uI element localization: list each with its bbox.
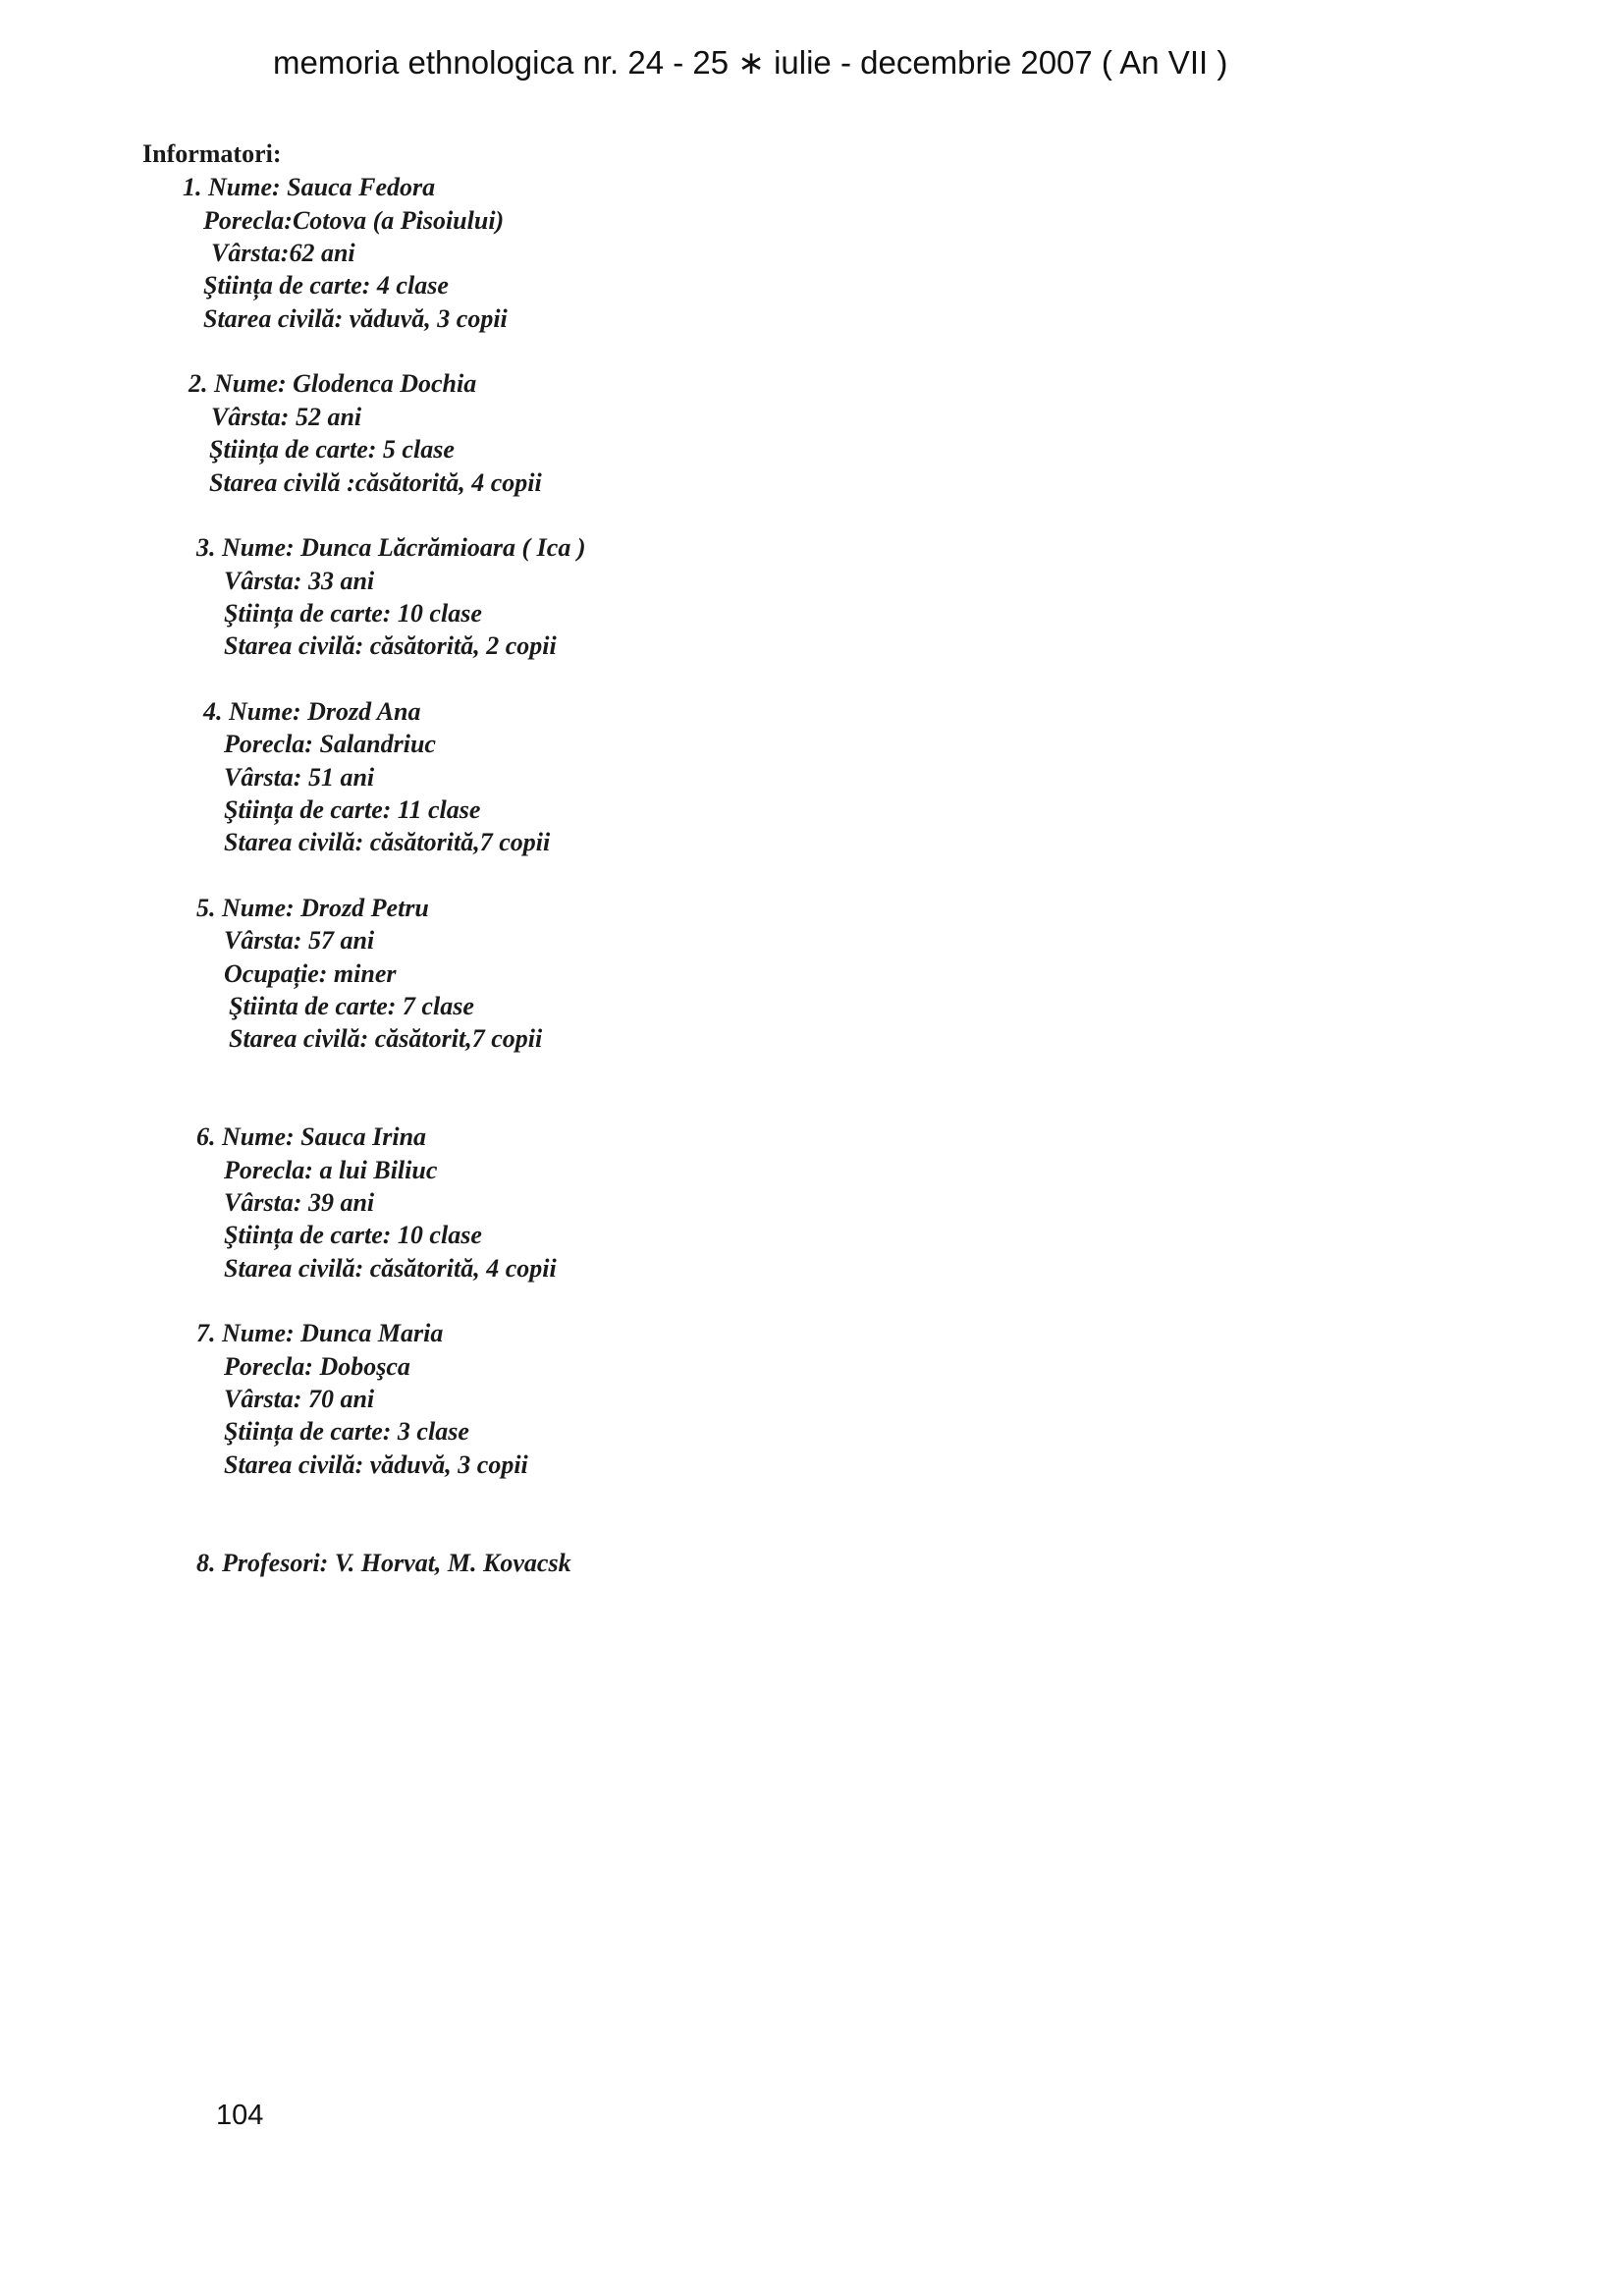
page-number: 104	[216, 2100, 264, 2131]
informant-7-age: Vârsta: 70 ani	[224, 1385, 375, 1413]
informant-6-marital-status: Starea civilă: căsătorită, 4 copii	[224, 1254, 557, 1283]
informant-2-age: Vârsta: 52 ani	[211, 403, 362, 431]
informant-5-age: Vârsta: 57 ani	[224, 926, 375, 955]
running-header: memoria ethnologica nr. 24 - 25 ∗ iulie - decembrie 2007 ( An VII )	[273, 44, 1228, 81]
informant-6-age: Vârsta: 39 ani	[224, 1188, 375, 1217]
informant-4-age: Vârsta: 51 ani	[224, 763, 375, 792]
informant-1-nickname: Porecla:Cotova (a Pisoiului)	[203, 206, 505, 235]
informant-4-marital-status: Starea civilă: căsătorită,7 copii	[224, 828, 551, 856]
informant-5-name: 5. Nume: Drozd Petru	[196, 894, 429, 922]
informant-1-education: Ştiința de carte: 4 clase	[203, 271, 449, 300]
section-title: Informatori:	[142, 139, 282, 168]
informant-7-name: 7. Nume: Dunca Maria	[196, 1319, 444, 1347]
informant-1-age: Vârsta:62 ani	[211, 239, 355, 267]
informant-1-name: 1. Nume: Sauca Fedora	[183, 173, 436, 201]
informant-3-education: Ştiința de carte: 10 clase	[224, 599, 482, 628]
informant-7-nickname: Porecla: Doboşca	[224, 1352, 410, 1381]
informant-7-education: Ştiința de carte: 3 clase	[224, 1417, 469, 1446]
informant-6-nickname: Porecla: a lui Biliuc	[224, 1156, 438, 1184]
informant-6-name: 6. Nume: Sauca Irina	[196, 1122, 427, 1151]
informant-4-education: Ştiința de carte: 11 clase	[224, 795, 481, 824]
informant-3-name: 3. Nume: Dunca Lăcrămioara ( Ica )	[196, 533, 586, 562]
informant-4-name: 4. Nume: Drozd Ana	[203, 697, 421, 726]
informant-3-age: Vârsta: 33 ani	[224, 567, 375, 595]
informant-8-teachers: 8. Profesori: V. Horvat, M. Kovacsk	[196, 1549, 571, 1577]
informant-6-education: Ştiința de carte: 10 clase	[224, 1221, 482, 1249]
informant-5-occupation: Ocupație: miner	[224, 959, 397, 988]
informant-2-marital-status: Starea civilă :căsătorită, 4 copii	[209, 468, 542, 497]
informant-4-nickname: Porecla: Salandriuc	[224, 730, 436, 758]
informant-2-education: Ştiința de carte: 5 clase	[209, 435, 455, 464]
informant-5-education: Ştiinta de carte: 7 clase	[229, 992, 474, 1020]
informant-1-marital-status: Starea civilă: văduvă, 3 copii	[203, 304, 508, 333]
informant-7-marital-status: Starea civilă: văduvă, 3 copii	[224, 1450, 528, 1479]
informant-2-name: 2. Nume: Glodenca Dochia	[189, 369, 477, 398]
informant-5-marital-status: Starea civilă: căsătorit,7 copii	[229, 1024, 543, 1053]
informant-3-marital-status: Starea civilă: căsătorită, 2 copii	[224, 631, 557, 660]
